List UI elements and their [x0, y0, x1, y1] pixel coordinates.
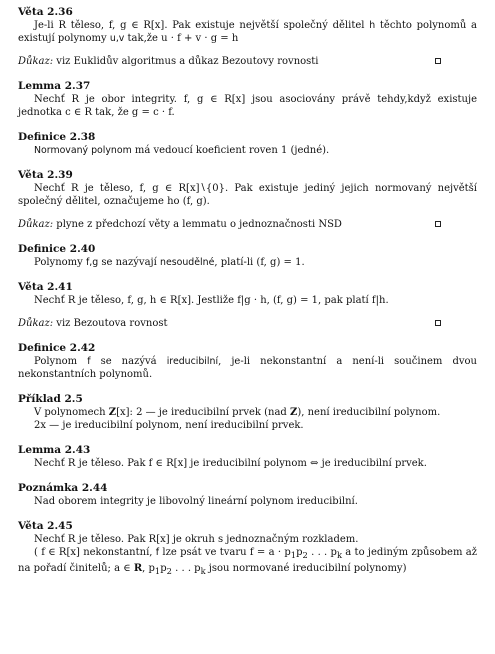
remark-2-44 [18, 482, 477, 508]
block-heading: Věta 2.36 [18, 6, 73, 18]
definition-2-38 [18, 131, 477, 157]
example-line [18, 406, 477, 419]
text-run: h [369, 20, 376, 31]
proof-text: viz Euklidův algoritmus a důkaz Bezoutovy rovnosti [53, 56, 319, 67]
theorem-text: Nechť R je těleso, f, g ∈ R[x]∖{0}. Pak existuje jediný jejich normovaný největší společný dělitel, označujeme ho (f, g). [18, 183, 477, 207]
qed-square-icon [435, 221, 441, 227]
text-run: Z [290, 407, 298, 418]
text-run: V polynomech [34, 407, 109, 418]
block-heading: Definice 2.38 [18, 131, 96, 143]
text-run: , p [142, 563, 155, 574]
lemma-2-43 [18, 444, 477, 470]
lemma-2-37 [18, 80, 477, 119]
defined-term: nesoudělné [160, 257, 215, 268]
text-run: , platí-li (f, g) = 1. [214, 257, 305, 268]
text-run: tak,že u · f + v · g = h [124, 33, 239, 44]
text-run: f [155, 547, 160, 558]
text-run: f,g [85, 257, 99, 268]
definition-2-40 [18, 243, 477, 269]
definition-text [18, 256, 477, 269]
lemma-text: Nechť R je těleso. Pak f ∈ R[x] je ireducibilní polynom ⇔ je ireducibilní prvek. [34, 458, 427, 469]
lemma-text: Nechť R je obor integrity. f, g ∈ R[x] jsou asociovány právě tehdy,když existuje jednotka c ∈ R tak, že g = c · f. [18, 94, 477, 118]
theorem-2-41 [18, 281, 477, 307]
text-run: Z [108, 407, 117, 418]
text-run: . . . p [171, 563, 201, 574]
block-heading: Definice 2.40 [18, 243, 96, 255]
definition-text [18, 355, 477, 381]
theorem-2-39 [18, 169, 477, 208]
subscript: 2 [302, 550, 308, 560]
definition-2-42 [18, 342, 477, 381]
text-run: , je-li nekonstantní a není-li součinem dvou nekonstantních polynomů. [18, 356, 477, 380]
example-line: 2x — je ireducibilní polynom, není ireducibilní prvek. [34, 420, 304, 431]
block-heading: Věta 2.39 [18, 169, 73, 181]
block-heading: Příklad 2.5 [18, 393, 83, 405]
block-heading: Věta 2.41 [18, 281, 73, 293]
text-run: se nazývá [90, 356, 167, 367]
qed-square-icon [435, 58, 441, 64]
defined-term: Normovaný polynom [34, 145, 132, 156]
theorem-text: Nechť R je těleso, f, g, h ∈ R[x]. Jestliže f|g · h, (f, g) = 1, pak platí f|h. [34, 295, 389, 306]
proof-label: Důkaz: [18, 318, 54, 329]
text-run: těchto polynomů a existují polynomy [18, 20, 477, 44]
text-run: u,v [109, 33, 125, 44]
text-run: ( f ∈ R[x] nekonstantní, [34, 547, 156, 558]
text-run: Polynomy [34, 257, 86, 268]
text-run: jsou normované ireducibilní polynomy) [205, 563, 407, 574]
qed-square-icon [435, 320, 441, 326]
subscript: 2 [166, 566, 172, 576]
defined-term: ireducibilní [166, 356, 219, 367]
subscript: 1 [290, 550, 297, 560]
text-run: má vedoucí koeficient roven 1 (jedné). [131, 145, 330, 156]
subscript: k [200, 566, 206, 576]
text-run: [x]: 2 — je ireducibilní prvek (nad [116, 407, 291, 418]
block-heading: Věta 2.45 [18, 520, 73, 532]
text-run: ), není ireducibilní polynom. [297, 407, 441, 418]
proof-text: plyne z předchozí věty a lemmatu o jednoznačnosti NSD [53, 219, 342, 230]
proof-2-41 [18, 317, 477, 330]
proof-label: Důkaz: [18, 56, 54, 67]
proof-2-36 [18, 55, 477, 68]
text-run: f [87, 356, 91, 367]
theorem-text [18, 546, 477, 578]
theorem-2-36 [18, 6, 477, 45]
theorem-2-45 [18, 520, 477, 578]
text-run: Polynom [34, 356, 88, 367]
text-run: . . . p [307, 547, 337, 558]
subscript: 1 [154, 566, 161, 576]
text-run: R [133, 563, 143, 574]
text-run: Je-li R těleso, f, g ∈ R[x]. Pak existuje největší společný dělitel [34, 20, 370, 31]
text-run: p [296, 547, 303, 558]
block-heading: Lemma 2.37 [18, 80, 91, 92]
proof-label: Důkaz: [18, 219, 54, 230]
proof-text: viz Bezoutova rovnost [53, 318, 168, 329]
proof-2-39 [18, 218, 477, 231]
text-run: a to jediným způsobem až na pořadí činitelů; a ∈ [18, 547, 477, 574]
text-run: lze psát ve tvaru f = a · p [159, 547, 291, 558]
text-run: se nazývají [98, 257, 161, 268]
block-heading: Definice 2.42 [18, 342, 96, 354]
remark-text: Nad oborem integrity je libovolný lineární polynom ireducibilní. [34, 496, 358, 507]
block-heading: Lemma 2.43 [18, 444, 91, 456]
block-heading: Poznámka 2.44 [18, 482, 108, 494]
subscript: k [336, 550, 342, 560]
example-2-5 [18, 393, 477, 432]
text-run: p [160, 563, 167, 574]
theorem-text [18, 19, 477, 45]
definition-text [18, 144, 477, 157]
theorem-text: Nechť R je těleso. Pak R[x] je okruh s jednoznačným rozkladem. [34, 534, 359, 545]
